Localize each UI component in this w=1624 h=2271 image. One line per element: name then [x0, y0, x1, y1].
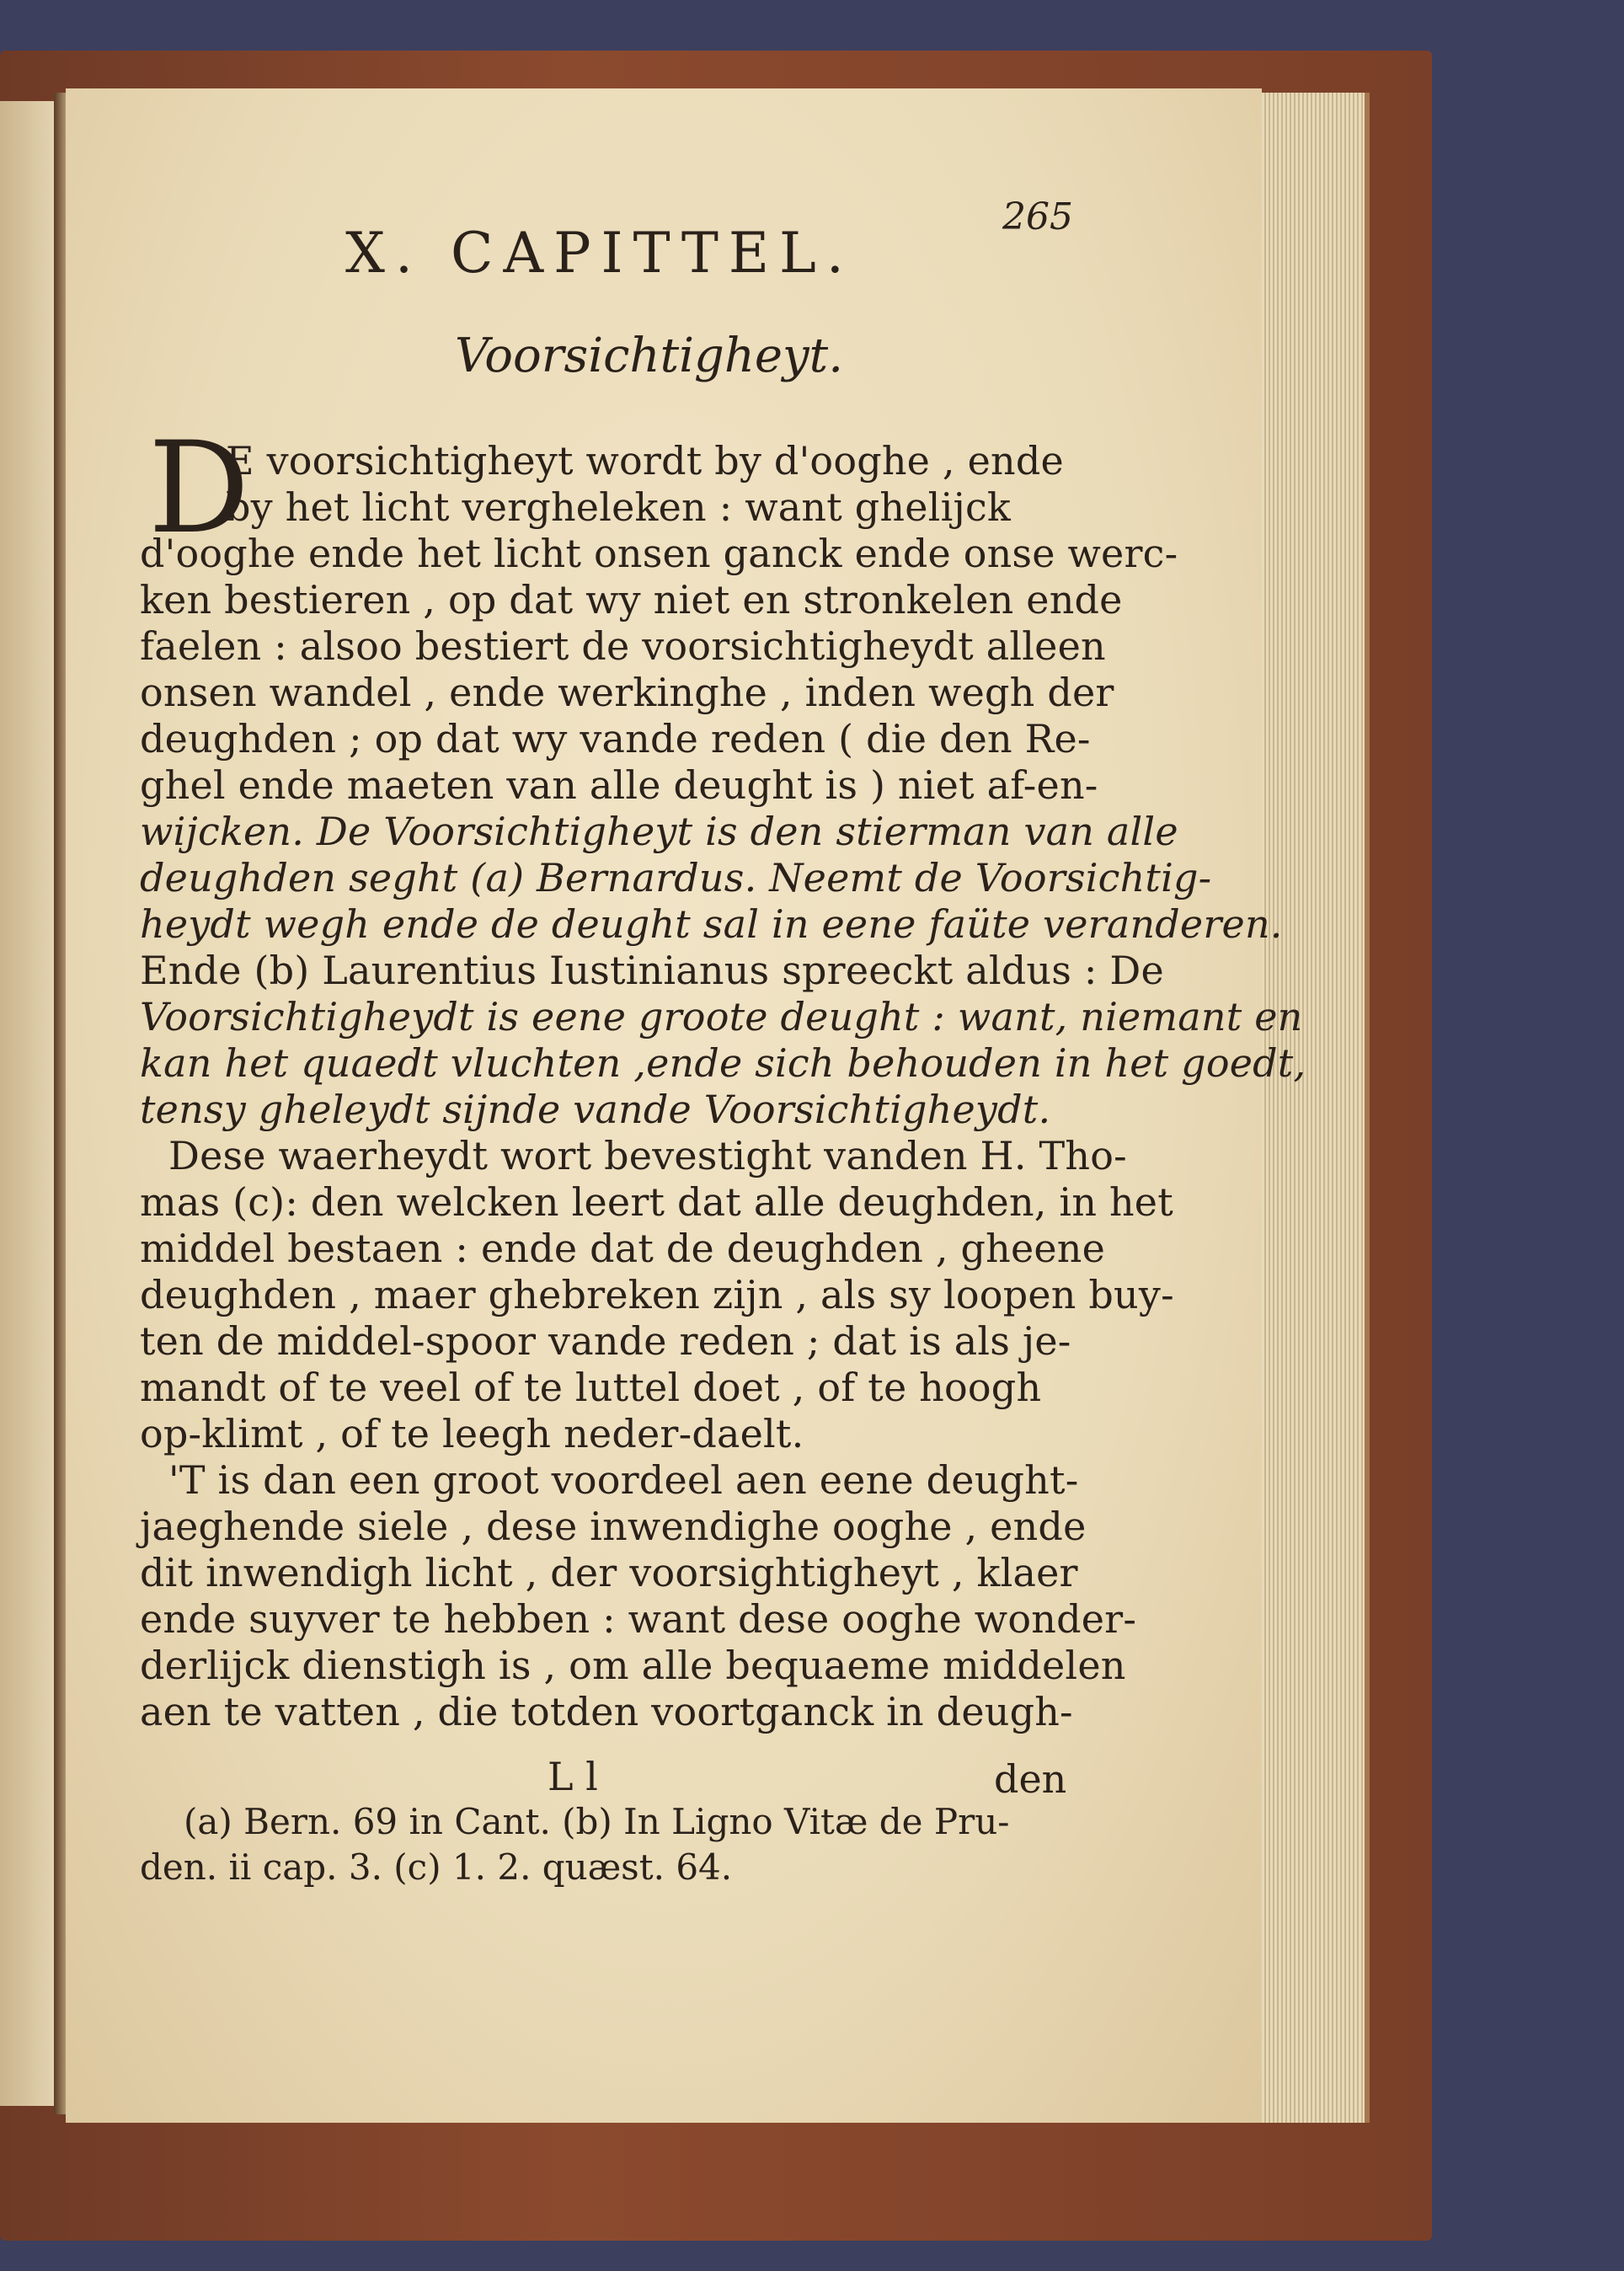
- body-line: Ende (b) Laurentius Iustinianus spreeckt aldus : De: [140, 948, 1164, 993]
- body-line: faelen : alsoo bestiert de voorsichtigheydt alleen: [140, 623, 1106, 669]
- footnote-line: (a) Bern. 69 in Cant. (b) In Ligno Vitæ de Pru-: [184, 1801, 1010, 1842]
- body-line: deughden , maer ghebreken zijn , als sy loopen buy-: [140, 1272, 1174, 1317]
- section-title: Voorsichtigheyt.: [455, 329, 843, 383]
- body-line: by het licht vergheleken : want ghelijck: [226, 484, 1011, 530]
- body-line: onsen wandel , ende werkinghe , inden wegh der: [140, 670, 1114, 715]
- body-line: kan het quaedt vluchten ,ende sich behouden in het goedt,: [140, 1040, 1306, 1086]
- body-line: ghel ende maeten van alle deught is ) niet af-en-: [140, 762, 1098, 808]
- signature-mark: L l: [548, 1754, 598, 1799]
- body-line: deughden ; op dat wy vande reden ( die den Re-: [140, 716, 1091, 761]
- body-line: mas (c): den welcken leert dat alle deughden, in het: [140, 1179, 1173, 1225]
- body-line: d'ooghe ende het licht onsen ganck ende onse werc-: [140, 531, 1178, 576]
- catchword: den: [994, 1756, 1067, 1802]
- body-line: Dese waerheydt wort bevestight vanden H. Tho-: [168, 1133, 1127, 1178]
- body-line: E voorsichtigheyt wordt by d'ooghe , ende: [226, 438, 1064, 484]
- body-line: ende suyver te hebben : want dese ooghe wonder-: [140, 1596, 1137, 1642]
- drop-cap: D: [148, 415, 250, 562]
- body-line: ken bestieren , op dat wy niet en stronkelen ende: [140, 577, 1123, 623]
- chapter-title: X. CAPITTEL.: [345, 221, 854, 286]
- body-line: 'T is dan een groot voordeel aen eene deught-: [168, 1457, 1079, 1503]
- left-page-edge: [0, 101, 59, 2106]
- body-line: wijcken. De Voorsichtigheyt is den stierman van alle: [140, 809, 1178, 854]
- body-line: aen te vatten , die totden voortganck in deugh-: [140, 1689, 1073, 1734]
- body-line: deughden seght (a) Bernardus. Neemt de Voorsichtig-: [140, 855, 1212, 900]
- page-number: 265: [1002, 195, 1073, 238]
- footnote-line: den. ii cap. 3. (c) 1. 2. quæst. 64.: [140, 1846, 733, 1888]
- body-line: derlijck dienstigh is , om alle bequaeme middelen: [140, 1643, 1126, 1688]
- body-line: heydt wegh ende de deught sal in eene faüte veranderen.: [140, 901, 1283, 947]
- body-line: jaeghende siele , dese inwendighe ooghe , ende: [140, 1504, 1087, 1549]
- body-line: mandt of te veel of te luttel doet , of te hoogh: [140, 1365, 1042, 1410]
- body-line: tensy gheleydt sijnde vande Voorsichtigheydt.: [140, 1087, 1051, 1132]
- body-line: middel bestaen : ende dat de deughden , gheene: [140, 1226, 1106, 1271]
- body-line: ten de middel-spoor vande reden ; dat is als je-: [140, 1318, 1071, 1364]
- body-line: op-klimt , of te leegh neder-daelt.: [140, 1411, 804, 1456]
- body-line: Voorsichtigheydt is eene groote deught : want, niemant en: [140, 994, 1303, 1039]
- page-edges: [1262, 93, 1370, 2123]
- body-line: dit inwendigh licht , der voorsightigheyt , klaer: [140, 1550, 1078, 1595]
